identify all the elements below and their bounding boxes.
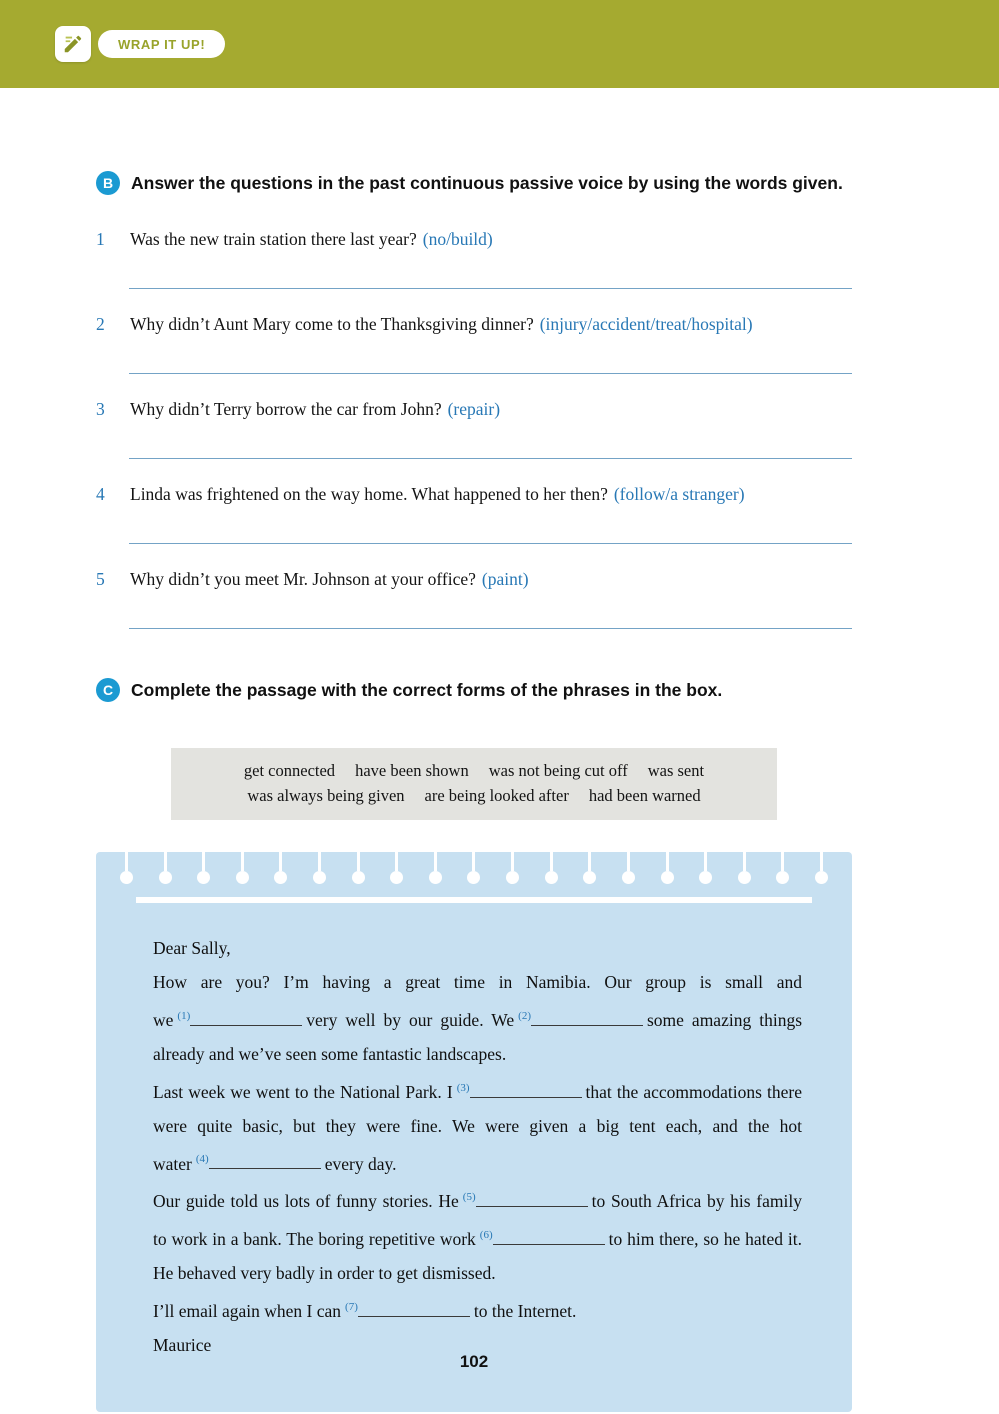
blank-line	[209, 1155, 321, 1169]
notebook-binding	[96, 852, 852, 884]
section-b-badge: B	[96, 171, 120, 195]
page-number: 102	[459, 1352, 489, 1371]
question-text: Why didn’t Terry borrow the car from John?	[130, 399, 442, 419]
letter-text: Our guide told us lots of funny stories. He	[153, 1191, 459, 1212]
phrase: was always being given	[247, 786, 405, 805]
binding-pin	[274, 852, 287, 884]
question-item-1	[96, 229, 852, 250]
question-hint: (paint)	[481, 569, 529, 589]
blank-line	[493, 1231, 605, 1245]
binding-pin	[506, 852, 519, 884]
blank-7	[345, 1301, 470, 1321]
blank-5	[463, 1191, 588, 1211]
letter-greeting: Dear Sally,	[153, 938, 231, 958]
letter-signature: Maurice	[153, 1334, 212, 1355]
binding-pin	[583, 852, 596, 884]
question-text: Linda was frightened on the way home. What happened to her then?	[130, 484, 608, 504]
page-content	[0, 168, 999, 1412]
question-list	[96, 229, 852, 629]
blank-2	[518, 1010, 643, 1030]
phrase: are being looked after	[424, 786, 569, 805]
answer-line	[129, 288, 852, 289]
letter-text: How are you? I’m having a great time in Namibia. Our group is small and we	[153, 972, 802, 1030]
binding-pin	[622, 852, 635, 884]
binding-pin	[197, 852, 210, 884]
binding-pin	[159, 852, 172, 884]
phrase: have been shown	[355, 761, 469, 780]
pencil-icon	[55, 26, 91, 62]
wrap-it-up-label: WRAP IT UP!	[118, 36, 206, 52]
question-item-4	[96, 484, 852, 505]
question-number: 4	[96, 484, 105, 504]
phrase: get connected	[243, 761, 336, 780]
blank-line	[190, 1012, 302, 1026]
blank-number: (2)	[518, 1010, 531, 1022]
binding-pin	[352, 852, 365, 884]
letter-body	[96, 903, 852, 1362]
phrase: was not being cut off	[488, 761, 628, 780]
blank-number: (1)	[177, 1010, 191, 1022]
section-c-title: Complete the passage with the correct forms of the phrases in the box.	[131, 680, 723, 700]
section-c-header	[96, 675, 852, 706]
blank-1	[177, 1010, 302, 1030]
letter-text: to him there, so he hated it. He behaved very badly in order to get dismissed.	[153, 1229, 802, 1284]
binding-pin	[467, 852, 480, 884]
binding-pin	[545, 852, 558, 884]
blank-line	[476, 1193, 588, 1207]
question-number: 5	[96, 569, 105, 589]
question-hint: (injury/accident/treat/hospital)	[539, 314, 753, 334]
answer-line	[129, 458, 852, 459]
wrap-it-up-badge	[98, 30, 225, 58]
binding-pin	[776, 852, 789, 884]
binding-pin	[390, 852, 403, 884]
binding-pin	[313, 852, 326, 884]
blank-3	[457, 1082, 582, 1102]
phrase: was sent	[647, 761, 705, 780]
answer-line	[129, 373, 852, 374]
question-hint: (follow/a stranger)	[613, 484, 745, 504]
blank-number: (6)	[479, 1229, 493, 1242]
letter-text: to South Africa by his family to work in a bank. The boring repetitive work	[153, 1191, 802, 1250]
binding-pin	[120, 852, 133, 884]
binding-pin	[815, 852, 828, 884]
question-hint: (no/build)	[422, 229, 493, 249]
blank-number: (5)	[462, 1191, 476, 1204]
blank-line	[470, 1084, 582, 1098]
blank-line	[531, 1012, 643, 1026]
letter-text: Last week we went to the National Park. I	[153, 1081, 453, 1102]
question-number: 3	[96, 399, 105, 419]
letter-text: to the Internet.	[473, 1300, 577, 1321]
question-number: 2	[96, 314, 105, 334]
header-band	[0, 0, 999, 88]
section-b-title: Answer the questions in the past continuous passive voice by using the words given.	[131, 173, 843, 193]
binding-pin	[661, 852, 674, 884]
notebook-panel	[96, 852, 852, 1412]
binding-pin	[699, 852, 712, 884]
question-text: Why didn’t you meet Mr. Johnson at your office?	[130, 569, 476, 589]
question-text: Why didn’t Aunt Mary come to the Thanksgiving dinner?	[130, 314, 534, 334]
answer-line	[129, 543, 852, 544]
question-hint: (repair)	[447, 399, 501, 419]
binding-pin	[738, 852, 751, 884]
letter-paragraph-1	[153, 965, 802, 1071]
blank-line	[358, 1303, 470, 1317]
binding-pin	[429, 852, 442, 884]
letter-paragraph-4	[153, 1290, 802, 1328]
section-b-header	[96, 168, 852, 199]
letter-paragraph-2	[153, 1071, 802, 1181]
answer-line	[129, 628, 852, 629]
letter-paragraph-3	[153, 1180, 802, 1290]
question-item-2	[96, 314, 852, 335]
blank-number: (7)	[345, 1301, 358, 1314]
blank-6	[480, 1229, 605, 1249]
phrase: had been warned	[588, 786, 701, 805]
phrase-row-2	[179, 783, 769, 808]
question-item-3	[96, 399, 852, 420]
question-number: 1	[96, 229, 105, 249]
letter-text: I’ll email again when I can	[153, 1300, 342, 1321]
binding-pin	[236, 852, 249, 884]
letter-text: that the accommodations there were quite basic, but they were fine. We were given a big tent each, and the hot water	[153, 1081, 802, 1174]
letter-text: very well by our guide. We	[306, 1009, 515, 1030]
section-c-badge: C	[96, 678, 120, 702]
question-item-5	[96, 569, 852, 590]
blank-4	[196, 1153, 321, 1173]
letter-text: some amazing things already and we’ve seen some fantastic landscapes.	[153, 1009, 802, 1064]
blank-number: (3)	[456, 1081, 470, 1094]
phrase-row-1	[179, 758, 769, 783]
blank-number: (4)	[195, 1153, 209, 1166]
letter-text: every day.	[324, 1153, 397, 1174]
phrase-box	[171, 748, 777, 820]
question-text: Was the new train station there last year?	[130, 229, 417, 249]
